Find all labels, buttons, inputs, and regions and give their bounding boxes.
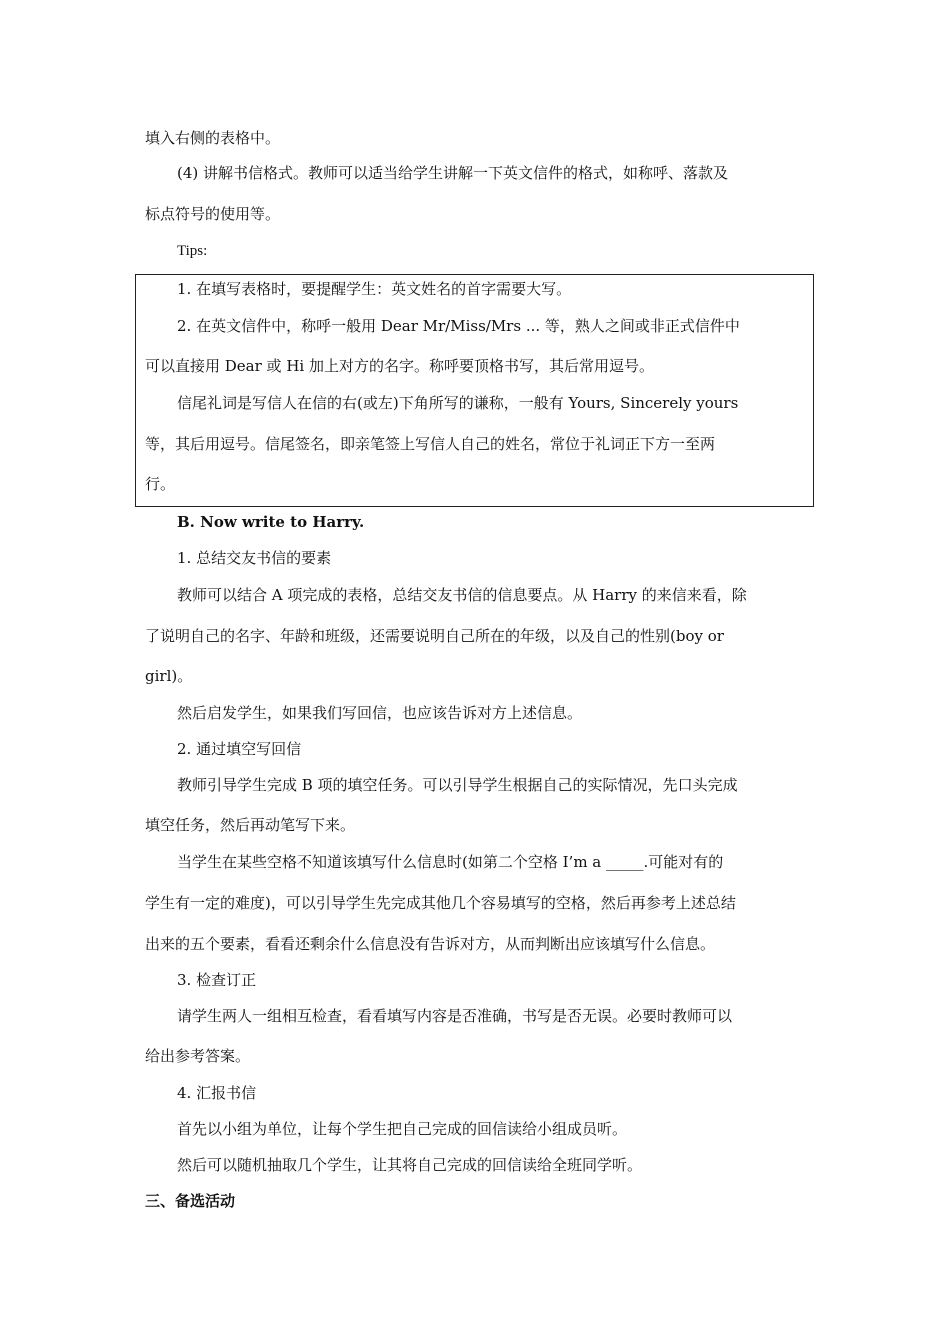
body-paragraph: 教师可以结合 A 项完成的表格，总结交友书信的信息要点。从 Harry 的来信来看，除 <box>177 586 747 604</box>
tip-item: 行。 <box>145 475 176 493</box>
body-paragraph: 了说明自己的名字、年龄和班级，还需要说明自己所在的年级，以及自己的性别(boy or <box>145 627 724 645</box>
tip-item: 等，其后用逗号。信尾签名，即亲笔签上写信人自己的姓名，常位于礼词正下方一至两 <box>145 435 716 453</box>
tip-item: 信尾礼词是写信人在信的右(或左)下角所写的谦称，一般有 Yours, Sincerely yours <box>177 394 739 412</box>
tips-label: Tips: <box>177 243 208 259</box>
tips-box <box>135 274 814 507</box>
body-paragraph: 教师引导学生完成 B 项的填空任务。可以引导学生根据自己的实际情况，先口头完成 <box>177 776 738 794</box>
body-paragraph: 给出参考答案。 <box>145 1047 251 1065</box>
step-4-paragraph: (4) 讲解书信格式。教师可以适当给学生讲解一下英文信件的格式，如称呼、落款及 <box>177 164 729 182</box>
tip-item: 可以直接用 Dear 或 Hi 加上对方的名字。称呼要顶格书写，其后常用逗号。 <box>145 357 654 375</box>
body-paragraph: 标点符号的使用等。 <box>145 205 281 223</box>
body-paragraph: 请学生两人一组相互检查，看看填写内容是否准确，书写是否无误。必要时教师可以 <box>177 1007 733 1025</box>
body-paragraph: 然后启发学生，如果我们写回信，也应该告诉对方上述信息。 <box>177 704 583 722</box>
step-4-title: 4. 汇报书信 <box>177 1084 257 1102</box>
body-paragraph: girl)。 <box>145 667 193 685</box>
step-2-title: 2. 通过填空写回信 <box>177 740 302 758</box>
section-three-heading: 三、备选活动 <box>145 1192 236 1210</box>
tip-item: 2. 在英文信件中，称呼一般用 Dear Mr/Miss/Mrs ... 等，熟人之间或非正式信件中 <box>177 317 740 335</box>
body-paragraph: 首先以小组为单位，让每个学生把自己完成的回信读给小组成员听。 <box>177 1120 628 1138</box>
body-paragraph: 当学生在某些空格不知道该填写什么信息时(如第二个空格 I’m a _____.可能对有的 <box>177 853 724 871</box>
section-b-heading: B. Now write to Harry. <box>177 513 365 531</box>
step-3-title: 3. 检查订正 <box>177 971 257 989</box>
body-paragraph: 填入右侧的表格中。 <box>145 129 281 147</box>
step-1-title: 1. 总结交友书信的要素 <box>177 549 332 567</box>
body-paragraph: 然后可以随机抽取几个学生，让其将自己完成的回信读给全班同学听。 <box>177 1156 643 1174</box>
body-paragraph: 填空任务，然后再动笔写下来。 <box>145 816 356 834</box>
body-paragraph: 学生有一定的难度)，可以引导学生先完成其他几个容易填写的空格，然后再参考上述总结 <box>145 894 736 912</box>
body-paragraph: 出来的五个要素，看看还剩余什么信息没有告诉对方，从而判断出应该填写什么信息。 <box>145 935 716 953</box>
tip-item: 1. 在填写表格时，要提醒学生：英文姓名的首字需要大写。 <box>177 280 572 298</box>
